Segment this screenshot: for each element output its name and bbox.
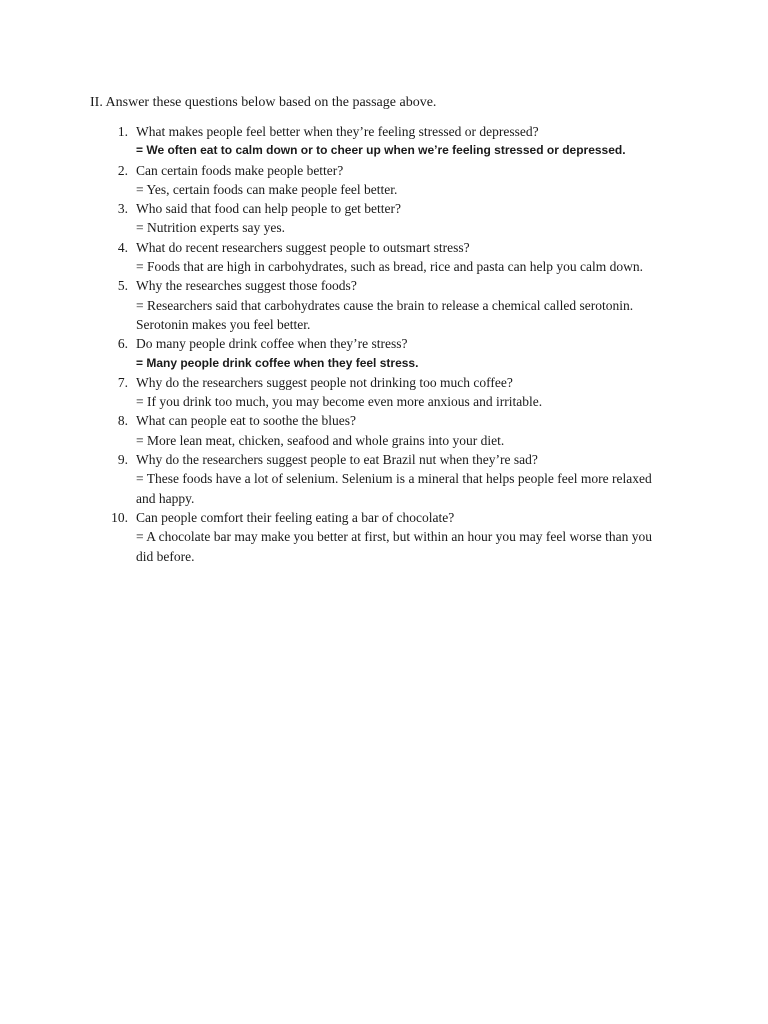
list-item	[106, 161, 672, 200]
item-number: 7.	[117, 374, 128, 390]
answer-text: = Many people drink coffee when they feel stress.	[136, 355, 419, 370]
list-item	[106, 199, 672, 238]
answer-text: = We often eat to calm down or to cheer up when we’re feeling stressed or depressed.	[136, 143, 626, 158]
item-number: 3.	[117, 201, 128, 217]
item-number: 4.	[117, 239, 128, 255]
question-list	[106, 122, 672, 566]
question-text: What can people eat to soothe the blues?	[136, 413, 357, 429]
item-number: 10.	[111, 509, 128, 525]
question-text: Can people comfort their feeling eating a bar of chocolate?	[136, 509, 455, 525]
question-text: Why do the researchers suggest people not drinking too much coffee?	[136, 374, 513, 390]
answer-text: = Nutrition experts say yes.	[136, 220, 285, 236]
answer-text: = Yes, certain foods can make people feel better.	[136, 181, 398, 197]
item-number: 9.	[117, 452, 128, 468]
item-number: 5.	[117, 278, 128, 294]
answer-text: = Researchers said that carbohydrates cause the brain to release a chemical called serotonin. Serotonin makes you feel better.	[136, 297, 634, 332]
list-item	[106, 411, 672, 450]
question-text: Do many people drink coffee when they’re stress?	[136, 336, 408, 352]
section-heading: II. Answer these questions below based on the passage above.	[90, 95, 437, 110]
answer-text: = These foods have a lot of selenium. Selenium is a mineral that helps people feel more relaxed and happy.	[136, 471, 652, 506]
list-item	[106, 450, 672, 508]
list-item	[106, 508, 672, 566]
list-item	[106, 238, 672, 277]
list-item	[106, 373, 672, 412]
answer-text: = If you drink too much, you may become even more anxious and irritable.	[136, 394, 543, 410]
list-item	[106, 122, 672, 161]
item-number: 8.	[117, 413, 128, 429]
answer-text: = More lean meat, chicken, seafood and whole grains into your diet.	[136, 432, 505, 448]
item-number: 6.	[117, 336, 128, 352]
answer-text: = A chocolate bar may make you better at first, but within an hour you may feel worse than you did before.	[136, 529, 652, 564]
item-number: 1.	[117, 124, 128, 139]
list-item	[106, 276, 672, 334]
question-text: What do recent researchers suggest people to outsmart stress?	[136, 239, 470, 255]
item-number: 2.	[117, 162, 128, 178]
question-text: Why the researches suggest those foods?	[136, 278, 357, 294]
question-text: Why do the researchers suggest people to eat Brazil nut when they’re sad?	[136, 452, 538, 468]
answer-text: = Foods that are high in carbohydrates, such as bread, rice and pasta can help you calm down.	[136, 259, 643, 275]
question-text: Who said that food can help people to get better?	[136, 201, 402, 217]
question-text: What makes people feel better when they’re feeling stressed or depressed?	[136, 124, 539, 139]
list-item	[106, 334, 672, 373]
question-text: Can certain foods make people better?	[136, 162, 344, 178]
